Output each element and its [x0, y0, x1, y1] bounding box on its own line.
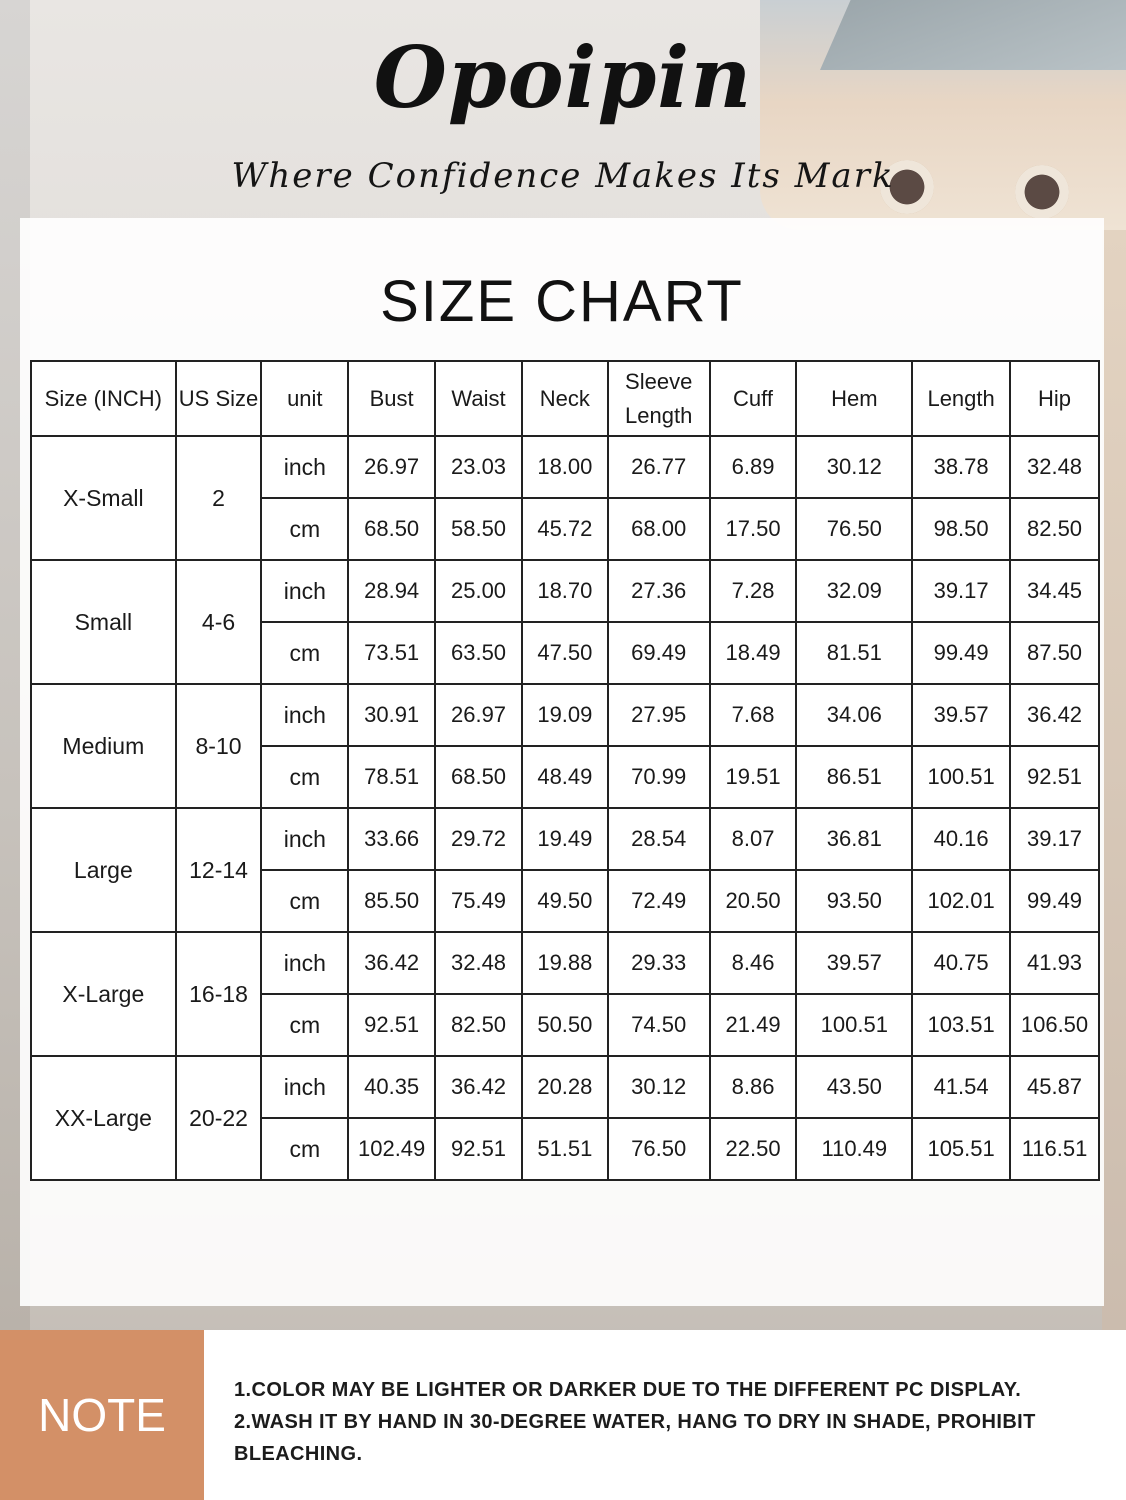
measurement-cell: 86.51	[796, 746, 912, 808]
measurement-cell: 110.49	[796, 1118, 912, 1180]
measurement-cell: 21.49	[710, 994, 797, 1056]
size-name-cell: Large	[31, 808, 176, 932]
size-name-cell: Small	[31, 560, 176, 684]
measurement-cell: 106.50	[1010, 994, 1099, 1056]
us-size-cell: 16-18	[176, 932, 262, 1056]
table-row	[31, 560, 1099, 622]
table-body	[31, 436, 1099, 1180]
measurement-cell: 41.93	[1010, 932, 1099, 994]
size-name-cell: X-Small	[31, 436, 176, 560]
measurement-cell: 50.50	[522, 994, 608, 1056]
measurement-cell: 92.51	[435, 1118, 522, 1180]
measurement-cell: 76.50	[608, 1118, 710, 1180]
size-name-cell: X-Large	[31, 932, 176, 1056]
unit-cell: cm	[261, 994, 348, 1056]
note-body	[204, 1330, 1126, 1500]
note-line: 1.COLOR MAY BE LIGHTER OR DARKER DUE TO THE DIFFERENT PC DISPLAY.	[234, 1379, 1022, 1401]
unit-cell: cm	[261, 746, 348, 808]
unit-cell: cm	[261, 1118, 348, 1180]
measurement-cell: 39.57	[796, 932, 912, 994]
measurement-cell: 45.72	[522, 498, 608, 560]
measurement-cell: 68.50	[435, 746, 522, 808]
size-name-cell: XX-Large	[31, 1056, 176, 1180]
table-row	[31, 808, 1099, 870]
us-size-cell: 2	[176, 436, 262, 560]
unit-cell: inch	[261, 808, 348, 870]
measurement-cell: 92.51	[348, 994, 435, 1056]
measurement-cell: 28.94	[348, 560, 435, 622]
note-label: NOTE	[0, 1330, 204, 1500]
column-header: Hip	[1010, 361, 1099, 436]
measurement-cell: 32.09	[796, 560, 912, 622]
column-header: Sleeve Length	[608, 361, 710, 436]
measurement-cell: 36.42	[1010, 684, 1099, 746]
measurement-cell: 45.87	[1010, 1056, 1099, 1118]
measurement-cell: 85.50	[348, 870, 435, 932]
measurement-cell: 87.50	[1010, 622, 1099, 684]
measurement-cell: 82.50	[435, 994, 522, 1056]
measurement-cell: 36.42	[435, 1056, 522, 1118]
measurement-cell: 76.50	[796, 498, 912, 560]
measurement-cell: 81.51	[796, 622, 912, 684]
us-size-cell: 20-22	[176, 1056, 262, 1180]
measurement-cell: 70.99	[608, 746, 710, 808]
size-name-cell: Medium	[31, 684, 176, 808]
measurement-cell: 27.95	[608, 684, 710, 746]
measurement-cell: 7.28	[710, 560, 797, 622]
measurement-cell: 48.49	[522, 746, 608, 808]
measurement-cell: 6.89	[710, 436, 797, 498]
brand-tagline: Where Confidence Makes Its Mark	[231, 156, 895, 196]
measurement-cell: 82.50	[1010, 498, 1099, 560]
column-header: Cuff	[710, 361, 797, 436]
measurement-cell: 18.70	[522, 560, 608, 622]
measurement-cell: 75.49	[435, 870, 522, 932]
us-size-cell: 8-10	[176, 684, 262, 808]
measurement-cell: 40.75	[912, 932, 1010, 994]
column-header: Length	[912, 361, 1010, 436]
measurement-cell: 99.49	[912, 622, 1010, 684]
measurement-cell: 29.72	[435, 808, 522, 870]
measurement-cell: 39.57	[912, 684, 1010, 746]
measurement-cell: 40.35	[348, 1056, 435, 1118]
brand-logo: Opoipin	[373, 28, 753, 127]
measurement-cell: 30.12	[608, 1056, 710, 1118]
measurement-cell: 26.97	[435, 684, 522, 746]
measurement-cell: 39.17	[912, 560, 1010, 622]
measurement-cell: 25.00	[435, 560, 522, 622]
measurement-cell: 78.51	[348, 746, 435, 808]
measurement-cell: 27.36	[608, 560, 710, 622]
measurement-cell: 19.49	[522, 808, 608, 870]
unit-cell: inch	[261, 560, 348, 622]
us-size-cell: 4-6	[176, 560, 262, 684]
measurement-cell: 26.77	[608, 436, 710, 498]
unit-cell: cm	[261, 870, 348, 932]
column-header: Waist	[435, 361, 522, 436]
measurement-cell: 32.48	[1010, 436, 1099, 498]
measurement-cell: 34.45	[1010, 560, 1099, 622]
measurement-cell: 22.50	[710, 1118, 797, 1180]
measurement-cell: 20.28	[522, 1056, 608, 1118]
column-header: Size (INCH)	[31, 361, 176, 436]
unit-cell: inch	[261, 684, 348, 746]
measurement-cell: 36.81	[796, 808, 912, 870]
measurement-cell: 19.88	[522, 932, 608, 994]
measurement-cell: 36.42	[348, 932, 435, 994]
measurement-cell: 40.16	[912, 808, 1010, 870]
measurement-cell: 18.00	[522, 436, 608, 498]
measurement-cell: 103.51	[912, 994, 1010, 1056]
measurement-cell: 98.50	[912, 498, 1010, 560]
measurement-cell: 34.06	[796, 684, 912, 746]
unit-cell: inch	[261, 932, 348, 994]
measurement-cell: 68.00	[608, 498, 710, 560]
unit-cell: inch	[261, 436, 348, 498]
measurement-cell: 49.50	[522, 870, 608, 932]
measurement-cell: 23.03	[435, 436, 522, 498]
table-row	[31, 436, 1099, 498]
measurement-cell: 38.78	[912, 436, 1010, 498]
measurement-cell: 105.51	[912, 1118, 1010, 1180]
measurement-cell: 51.51	[522, 1118, 608, 1180]
table-row	[31, 1056, 1099, 1118]
measurement-cell: 29.33	[608, 932, 710, 994]
column-header: Hem	[796, 361, 912, 436]
measurement-cell: 69.49	[608, 622, 710, 684]
measurement-cell: 73.51	[348, 622, 435, 684]
measurement-cell: 102.49	[348, 1118, 435, 1180]
column-header: Neck	[522, 361, 608, 436]
column-header: US Size	[176, 361, 262, 436]
column-header: unit	[261, 361, 348, 436]
measurement-cell: 93.50	[796, 870, 912, 932]
measurement-cell: 99.49	[1010, 870, 1099, 932]
measurement-cell: 63.50	[435, 622, 522, 684]
measurement-cell: 39.17	[1010, 808, 1099, 870]
measurement-cell: 32.48	[435, 932, 522, 994]
measurement-cell: 19.51	[710, 746, 797, 808]
column-header: Bust	[348, 361, 435, 436]
measurement-cell: 30.91	[348, 684, 435, 746]
measurement-cell: 8.07	[710, 808, 797, 870]
table-header-row	[31, 361, 1099, 436]
measurement-cell: 26.97	[348, 436, 435, 498]
measurement-cell: 7.68	[710, 684, 797, 746]
measurement-cell: 43.50	[796, 1056, 912, 1118]
table-row	[31, 932, 1099, 994]
measurement-cell: 18.49	[710, 622, 797, 684]
measurement-cell: 92.51	[1010, 746, 1099, 808]
size-chart-table	[30, 360, 1100, 1181]
measurement-cell: 8.46	[710, 932, 797, 994]
measurement-cell: 20.50	[710, 870, 797, 932]
table-row	[31, 684, 1099, 746]
measurement-cell: 30.12	[796, 436, 912, 498]
background-right-scenery	[1102, 230, 1126, 1330]
measurement-cell: 17.50	[710, 498, 797, 560]
measurement-cell: 28.54	[608, 808, 710, 870]
unit-cell: cm	[261, 622, 348, 684]
page-title: SIZE CHART	[380, 269, 744, 334]
measurement-cell: 72.49	[608, 870, 710, 932]
measurement-cell: 68.50	[348, 498, 435, 560]
unit-cell: inch	[261, 1056, 348, 1118]
unit-cell: cm	[261, 498, 348, 560]
measurement-cell: 100.51	[912, 746, 1010, 808]
measurement-cell: 102.01	[912, 870, 1010, 932]
measurement-cell: 74.50	[608, 994, 710, 1056]
measurement-cell: 8.86	[710, 1056, 797, 1118]
measurement-cell: 19.09	[522, 684, 608, 746]
measurement-cell: 41.54	[912, 1056, 1010, 1118]
measurement-cell: 58.50	[435, 498, 522, 560]
us-size-cell: 12-14	[176, 808, 262, 932]
note-line: 2.WASH IT BY HAND IN 30-DEGREE WATER, HANG TO DRY IN SHADE, PROHIBIT BLEACHING.	[234, 1411, 1036, 1465]
measurement-cell: 47.50	[522, 622, 608, 684]
measurement-cell: 100.51	[796, 994, 912, 1056]
measurement-cell: 33.66	[348, 808, 435, 870]
measurement-cell: 116.51	[1010, 1118, 1099, 1180]
